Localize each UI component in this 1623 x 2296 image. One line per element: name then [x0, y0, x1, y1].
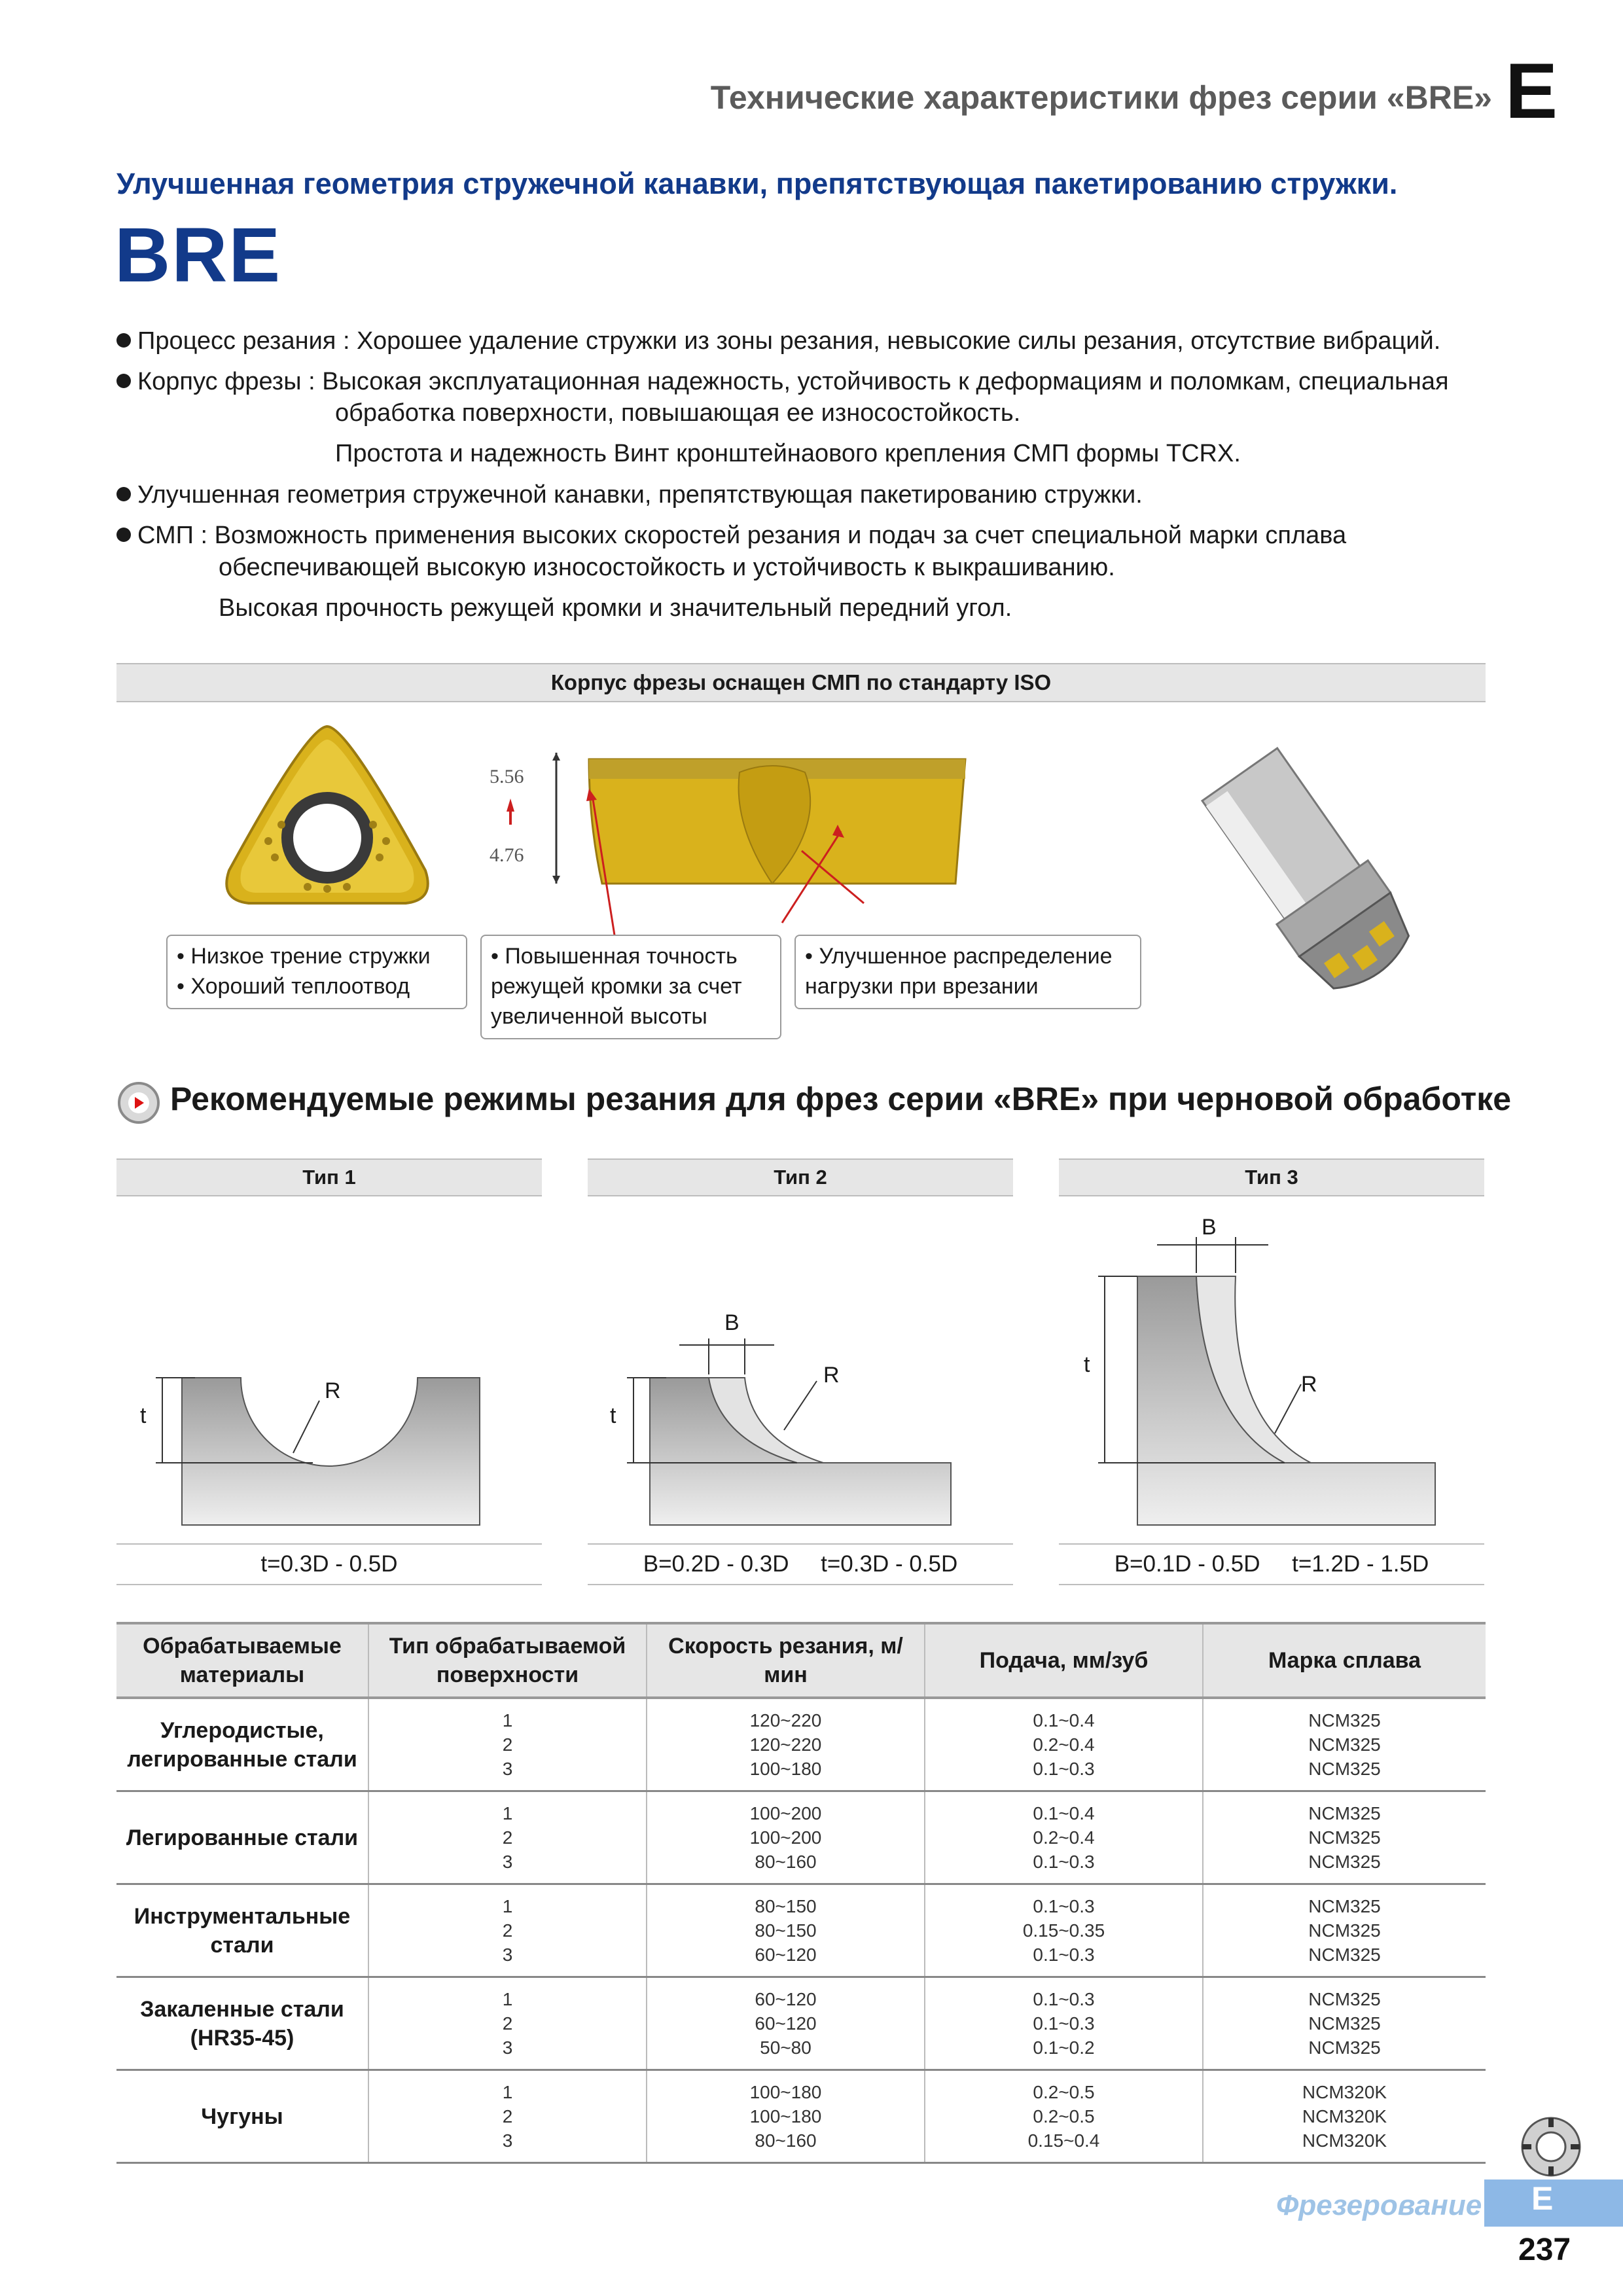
feature-bullet: Корпус фрезы : Высокая эксплуатационная надежность, устойчивость к деформациям и поломкам, специальная: [116, 368, 1449, 396]
feature-line: Высокая прочность режущей кромки и значительный передний угол.: [219, 594, 1012, 622]
type-cell: 1 2 3: [368, 1698, 647, 1791]
section-letter: E: [1505, 47, 1558, 135]
type-3-formula: B=0.1D - 0.5D t=1.2D - 1.5D: [1059, 1543, 1484, 1585]
speed-cell: 60~120 60~120 50~80: [647, 1977, 925, 2070]
callout-box: [166, 935, 467, 1009]
callout-line: • Улучшенное распределение: [805, 944, 1113, 969]
milling-cutter-image: [1152, 746, 1472, 1021]
insert-top-view-image: [209, 720, 445, 916]
type-3-label: Тип 3: [1059, 1158, 1484, 1196]
bullet-icon: [116, 528, 131, 542]
type-cell: 1 2 3: [368, 1884, 647, 1977]
column-header: Подача, мм/зуб: [925, 1623, 1203, 1698]
callout-line: режущей кромки за счет: [491, 974, 742, 999]
table-row: [116, 1977, 1486, 2070]
t-label: t: [1084, 1352, 1090, 1377]
feed-cell: 0.1~0.4 0.2~0.4 0.1~0.3: [925, 1698, 1203, 1791]
type-1-formula: t=0.3D - 0.5D: [116, 1543, 542, 1585]
callout-line: нагрузки при врезании: [805, 974, 1039, 999]
table-header-row: [116, 1623, 1486, 1698]
callout-line: • Повышенная точность: [491, 944, 738, 969]
feature-bullet: Процесс резания : Хорошее удаление стружки из зоны резания, невысокие силы резания, отсутствие вибраций.: [116, 327, 1440, 355]
speed-cell: 100~200 100~200 80~160: [647, 1791, 925, 1884]
t-label: t: [140, 1403, 147, 1428]
page-header-title: Технические характеристики фрез серии «BRE»: [710, 79, 1492, 116]
callout-line: увеличенной высоты: [491, 1004, 707, 1029]
grade-cell: NCM320K NCM320K NCM320K: [1203, 2070, 1486, 2163]
table-row: [116, 2070, 1486, 2163]
cutting-modes-table: [116, 1622, 1486, 2164]
table-row: [116, 1698, 1486, 1791]
callout-box: [794, 935, 1141, 1009]
feed-cell: 0.1~0.3 0.1~0.3 0.1~0.2: [925, 1977, 1203, 2070]
milling-cutter-icon: [1518, 2114, 1584, 2179]
grade-cell: NCM325 NCM325 NCM325: [1203, 1884, 1486, 1977]
grade-cell: NCM325 NCM325 NCM325: [1203, 1977, 1486, 2070]
speed-cell: 100~180 100~180 80~160: [647, 2070, 925, 2163]
feed-cell: 0.2~0.5 0.2~0.5 0.15~0.4: [925, 2070, 1203, 2163]
speed-cell: 120~220 120~220 100~180: [647, 1698, 925, 1791]
type-1-diagram: [116, 1204, 542, 1532]
subtitle: Улучшенная геометрия стружечной канавки, препятствующая пакетированию стружки.: [116, 167, 1398, 200]
feature-line: обработка поверхности, повышающая ее износостойкость.: [335, 399, 1021, 427]
type-2-diagram: [588, 1204, 1013, 1532]
page-number: 237: [1518, 2233, 1571, 2267]
r-label: R: [325, 1378, 341, 1403]
dim-upper: 5.56: [490, 766, 524, 787]
grade-cell: NCM325 NCM325 NCM325: [1203, 1698, 1486, 1791]
type-1-label: Тип 1: [116, 1158, 542, 1196]
material-cell: Легированные стали: [116, 1791, 368, 1884]
material-cell: Инструментальные стали: [116, 1884, 368, 1977]
column-header: Скорость резания, м/мин: [647, 1623, 925, 1698]
feature-bullet: Улучшенная геометрия стружечной канавки, препятствующая пакетированию стружки.: [116, 481, 1143, 509]
column-header: Обрабатываемые материалы: [116, 1623, 368, 1698]
table-row: [116, 1791, 1486, 1884]
column-header: Марка сплава: [1203, 1623, 1486, 1698]
material-cell: Чугуны: [116, 2070, 368, 2163]
callout-line: • Низкое трение стружки: [177, 944, 431, 969]
insert-side-view-image: [484, 746, 995, 942]
speed-cell: 80~150 80~150 60~120: [647, 1884, 925, 1977]
type-cell: 1 2 3: [368, 1791, 647, 1884]
feature-bullet: СМП : Возможность применения высоких скоростей резания и подач за счет специальной марки сплава: [116, 522, 1346, 550]
feature-line: обеспечивающей высокую износостойкость и устойчивость к выкрашиванию.: [219, 554, 1115, 581]
type-2-formula: B=0.2D - 0.3D t=0.3D - 0.5D: [588, 1543, 1013, 1585]
table-row: [116, 1884, 1486, 1977]
feed-cell: 0.1~0.3 0.15~0.35 0.1~0.3: [925, 1884, 1203, 1977]
bullet-icon: [116, 374, 131, 388]
r-label: R: [823, 1363, 840, 1388]
type-cell: 1 2 3: [368, 2070, 647, 2163]
bullet-icon: [116, 487, 131, 501]
r-label: R: [1301, 1372, 1317, 1397]
material-cell: Закаленные стали (HR35-45): [116, 1977, 368, 2070]
b-label: B: [724, 1310, 740, 1335]
callout-box: [480, 935, 781, 1039]
feed-cell: 0.1~0.4 0.2~0.4 0.1~0.3: [925, 1791, 1203, 1884]
play-icon: [118, 1082, 160, 1124]
type-2-label: Тип 2: [588, 1158, 1013, 1196]
iso-bar: Корпус фрезы оснащен СМП по стандарту ISO: [116, 663, 1486, 702]
material-cell: Углеродистые, легированные стали: [116, 1698, 368, 1791]
grade-cell: NCM325 NCM325 NCM325: [1203, 1791, 1486, 1884]
column-header: Тип обрабатываемой поверхности: [368, 1623, 647, 1698]
type-3-diagram: [1059, 1204, 1484, 1532]
t-label: t: [610, 1403, 616, 1428]
footer-section-label: Фрезерование: [1276, 2189, 1482, 2221]
product-code: BRE: [115, 212, 282, 298]
dim-lower: 4.76: [490, 844, 524, 866]
type-cell: 1 2 3: [368, 1977, 647, 2070]
footer-tab: [1484, 2179, 1623, 2227]
section-title: Рекомендуемые режимы резания для фрез серии «BRE» при черновой обработке: [170, 1081, 1512, 1117]
bullet-icon: [116, 333, 131, 348]
b-label: B: [1202, 1215, 1217, 1240]
footer-letter: E: [1531, 2180, 1554, 2217]
feature-line: Простота и надежность Винт кронштейнаового крепления СМП формы TCRX.: [335, 440, 1241, 467]
callout-line: • Хороший теплоотвод: [177, 974, 410, 999]
